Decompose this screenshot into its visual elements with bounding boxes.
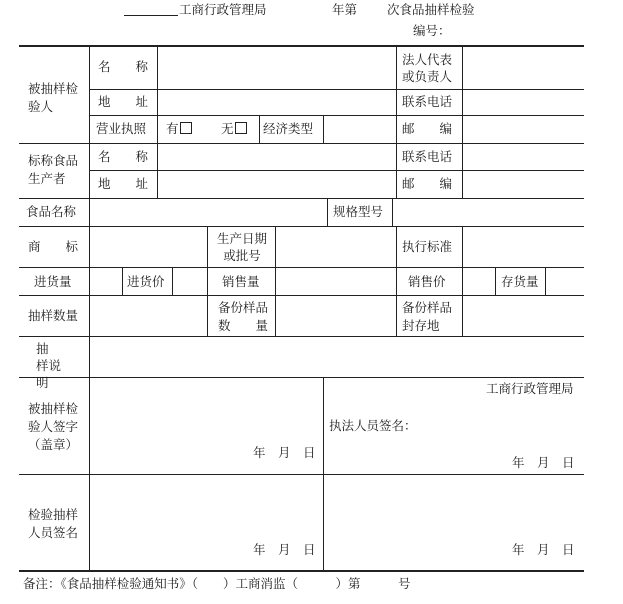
producer-name-label: 名 称 [98,149,149,164]
brand-label: 商 标 [28,239,79,254]
rule-col-mid-1 [207,226,208,336]
sampled-sign-date: 年 月 日 [253,445,316,460]
rule-row-6 [19,226,584,227]
rule-col-sign [323,377,324,570]
sampled-party-label: 被抽样检验人 [28,81,79,114]
header-blank-underline[interactable] [124,3,180,17]
producer-phone-label: 联系电话 [402,149,453,164]
rule-col-trade-4 [545,267,546,295]
header-year: 年第 [332,2,358,17]
rule-col-a [157,45,158,143]
rule-col-trade-2 [172,267,173,295]
sales-price-label: 销售价 [408,274,446,289]
spec-label: 规格型号 [333,204,384,219]
rule-col-label [89,45,90,570]
rule-row-3 [19,143,584,144]
header-number: 编号： [413,23,451,38]
backup-qty-label: 备份样品数 量 [217,300,268,333]
rule-col-a2 [157,143,158,198]
footer-remark: 备注：《食品抽样检验通知书》（ ）工商消监（ ）第 号 [23,576,411,591]
rule-row-10 [19,377,584,378]
rule-row-4 [89,170,584,171]
sampled-name-label: 名 称 [98,59,149,74]
sample-qty-label: 抽样数量 [28,308,79,323]
rule-row-7 [19,267,584,268]
rule-row-1 [89,89,584,90]
purchase-price-label: 进货价 [127,274,165,289]
officer-sign-label: 执法人员签名： [329,418,417,433]
food-name-label: 食品名称 [26,204,77,219]
rule-col-b [396,45,397,198]
purchase-qty-label: 进货量 [34,274,72,289]
backup-store-label: 备份样品封存地 [402,300,453,333]
rule-col-c [462,45,463,198]
table-bottom-border [19,570,584,572]
sample-note-label: 抽 样说 明 [36,341,87,390]
sampled-address-label: 地 址 [98,94,149,109]
sampled-postcode-label: 邮 编 [402,121,453,136]
bureau-seal-label: 工商行政管理局 [486,381,574,396]
license-no-option[interactable]: 无 [221,122,247,136]
rule-row-9 [19,336,584,337]
rule-row-11 [19,474,584,475]
table-top-border [19,45,584,47]
producer-address-label: 地 址 [98,176,149,191]
header-bureau: 工商行政管理局 [179,2,267,17]
rule-col-econ-2 [323,115,324,143]
producer-label: 标称食品生产者 [28,153,79,186]
rule-col-mid-4 [462,226,463,336]
date-batch-label: 生产日期或批号 [216,231,267,263]
legal-rep-label: 法人代表或负责人 [402,52,453,84]
rule-row-5 [19,198,584,199]
econ-type-label: 经济类型 [263,121,314,136]
producer-postcode-label: 邮 编 [402,176,453,191]
officer-sign-date: 年 月 日 [512,455,575,470]
license-label: 营业执照 [96,121,147,136]
rule-col-mid-3 [396,226,397,336]
license-no-checkbox[interactable] [235,122,247,134]
inspector-sign-date-right: 年 月 日 [512,542,575,557]
rule-col-spec-2 [392,198,393,226]
license-yes-option[interactable]: 有 [166,122,192,136]
standard-label: 执行标准 [402,239,453,254]
stock-label: 存货量 [501,274,539,289]
license-yes-checkbox[interactable] [180,122,192,134]
rule-col-econ-1 [259,115,260,143]
rule-row-2 [89,115,584,116]
sampled-sign-label: 被抽样检验人签字（盖章） [28,401,79,452]
sampled-phone-label: 联系电话 [402,94,453,109]
inspector-sign-date-left: 年 月 日 [253,542,316,557]
inspector-sign-label: 检验抽样人员签名 [28,507,79,540]
sales-qty-label: 销售量 [222,274,260,289]
rule-col-mid-2 [275,226,276,336]
rule-row-8 [19,295,584,296]
rule-col-spec-1 [327,198,328,226]
rule-col-trade-3 [495,267,496,295]
rule-col-trade-1 [122,267,123,295]
header-batch: 次食品抽样检验 [387,2,475,17]
